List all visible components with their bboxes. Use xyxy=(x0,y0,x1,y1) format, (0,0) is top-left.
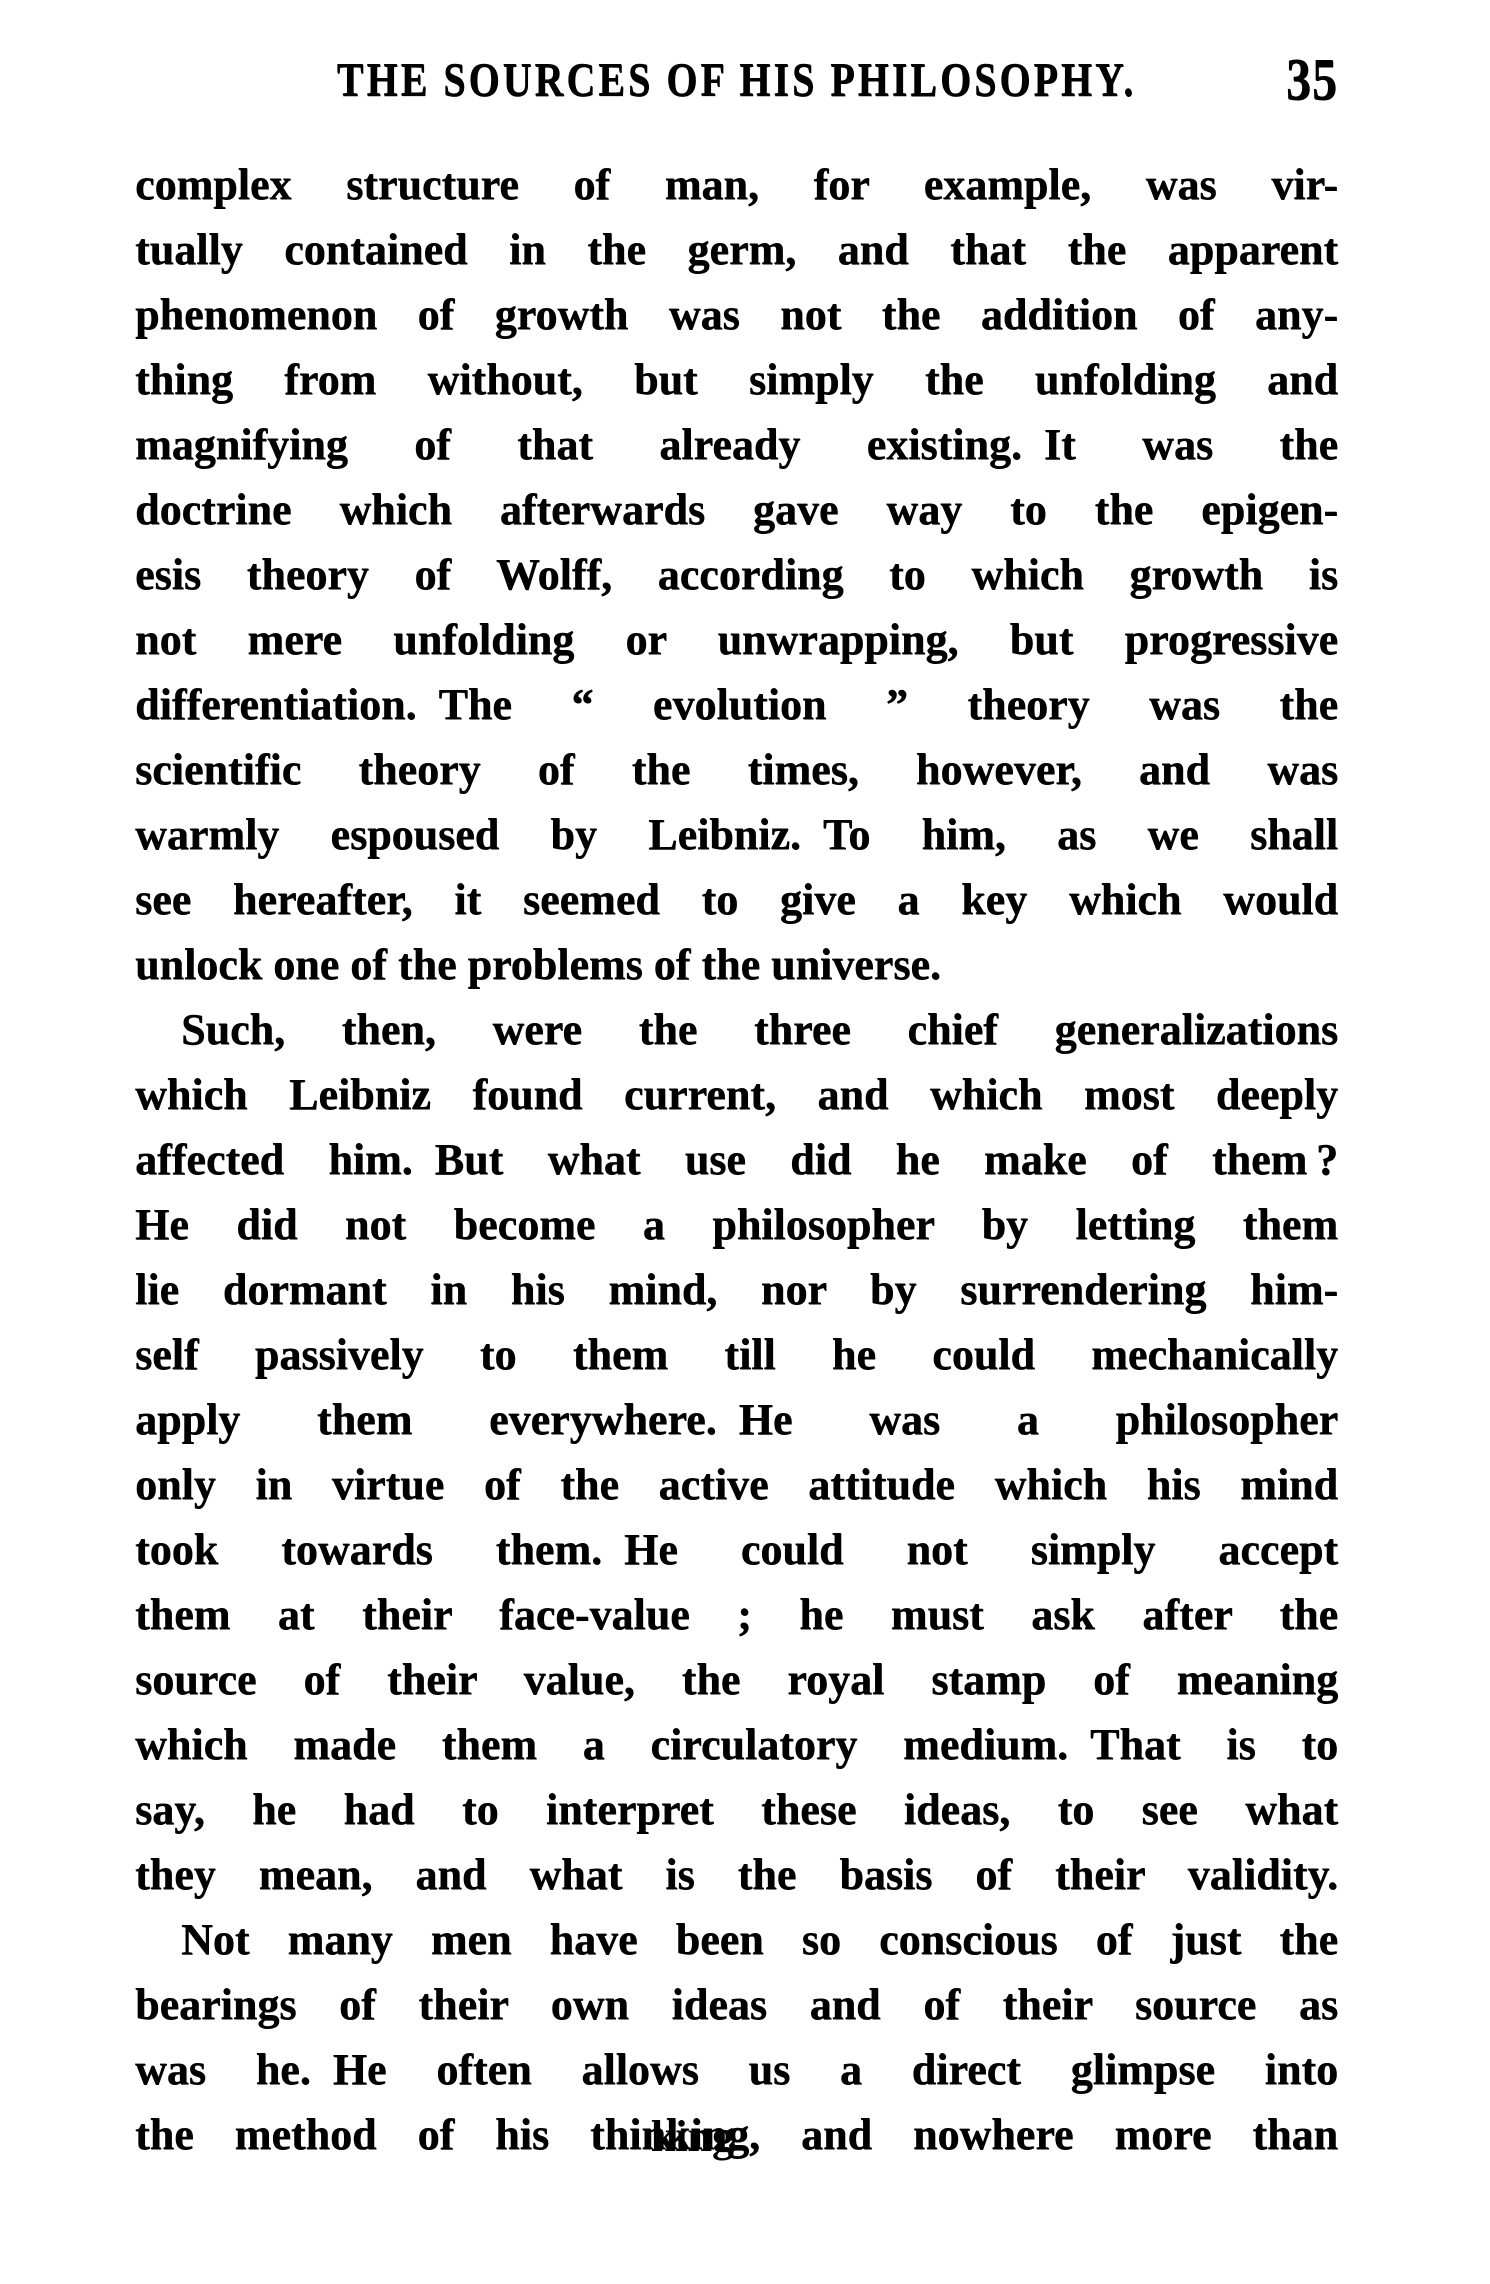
text-line: phenomenon of growth was not the addition of any- xyxy=(135,290,1338,339)
text-line: complex structure of man, for example, was vir- xyxy=(135,160,1338,209)
text-line: which Leibniz found current, and which most deeply xyxy=(135,1070,1338,1119)
text-line: differentiation. The “ evolution ” theory was the xyxy=(135,680,1338,729)
text-line: them at their face-value ; he must ask after the xyxy=(135,1590,1338,1639)
paragraph xyxy=(135,152,1338,997)
page-header xyxy=(135,46,1338,113)
body-text xyxy=(135,152,1338,2167)
text-line: see hereafter, it seemed to give a key which would xyxy=(135,875,1338,924)
paragraph xyxy=(135,1907,1338,2167)
text-line: say, he had to interpret these ideas, to see what xyxy=(135,1785,1338,1834)
paragraph xyxy=(135,997,1338,1907)
text-line: warmly espoused by Leibniz. To him, as we shall xyxy=(135,810,1338,859)
text-line: bearings of their own ideas and of their source as xyxy=(135,1980,1338,2029)
text-line: took towards them. He could not simply accept xyxy=(135,1525,1338,1574)
text-line: not mere unfolding or unwrapping, but progressive xyxy=(135,615,1338,664)
text-line: which made them a circulatory medium. That is to xyxy=(135,1720,1338,1769)
text-line: self passively to them till he could mechanically xyxy=(135,1330,1338,1379)
text-line: Such, then, were the three chief generalizations xyxy=(181,1005,1338,1054)
print-smudge: king xyxy=(665,2110,749,2159)
text-line: affected him. But what use did he make of them ? xyxy=(135,1135,1338,1184)
text-line: only in virtue of the active attitude which his mind xyxy=(135,1460,1338,1509)
text-line: He did not become a philosopher by letting them xyxy=(135,1200,1338,1249)
text-line: magnifying of that already existing. It was the xyxy=(135,420,1338,469)
text-line: scientific theory of the times, however, and was xyxy=(135,745,1338,794)
text-line: apply them everywhere. He was a philosopher xyxy=(135,1395,1338,1444)
text-line: was he. He often allows us a direct glimpse into xyxy=(135,2045,1338,2094)
text-line: Not many men have been so conscious of just the xyxy=(181,1915,1338,1964)
text-line: doctrine which afterwards gave way to the epigen- xyxy=(135,485,1338,534)
text-line: source of their value, the royal stamp of meaning xyxy=(135,1655,1338,1704)
text-line: tually contained in the germ, and that the apparent xyxy=(135,225,1338,274)
running-head-title: THE SOURCES OF HIS PHILOSOPHY. xyxy=(336,53,1137,107)
text-line: lie dormant in his mind, nor by surrendering him- xyxy=(135,1265,1338,1314)
text-line: they mean, and what is the basis of their validity. xyxy=(135,1850,1338,1899)
page-number: 35 xyxy=(1286,46,1338,113)
text-line: thing from without, but simply the unfolding and xyxy=(135,355,1338,404)
text-line: esis theory of Wolff, according to which growth is xyxy=(135,550,1338,599)
text-line: unlock one of the problems of the universe. xyxy=(135,940,941,989)
text-line: the method of his thinking, and nowhere more than xyxy=(135,2110,1338,2159)
